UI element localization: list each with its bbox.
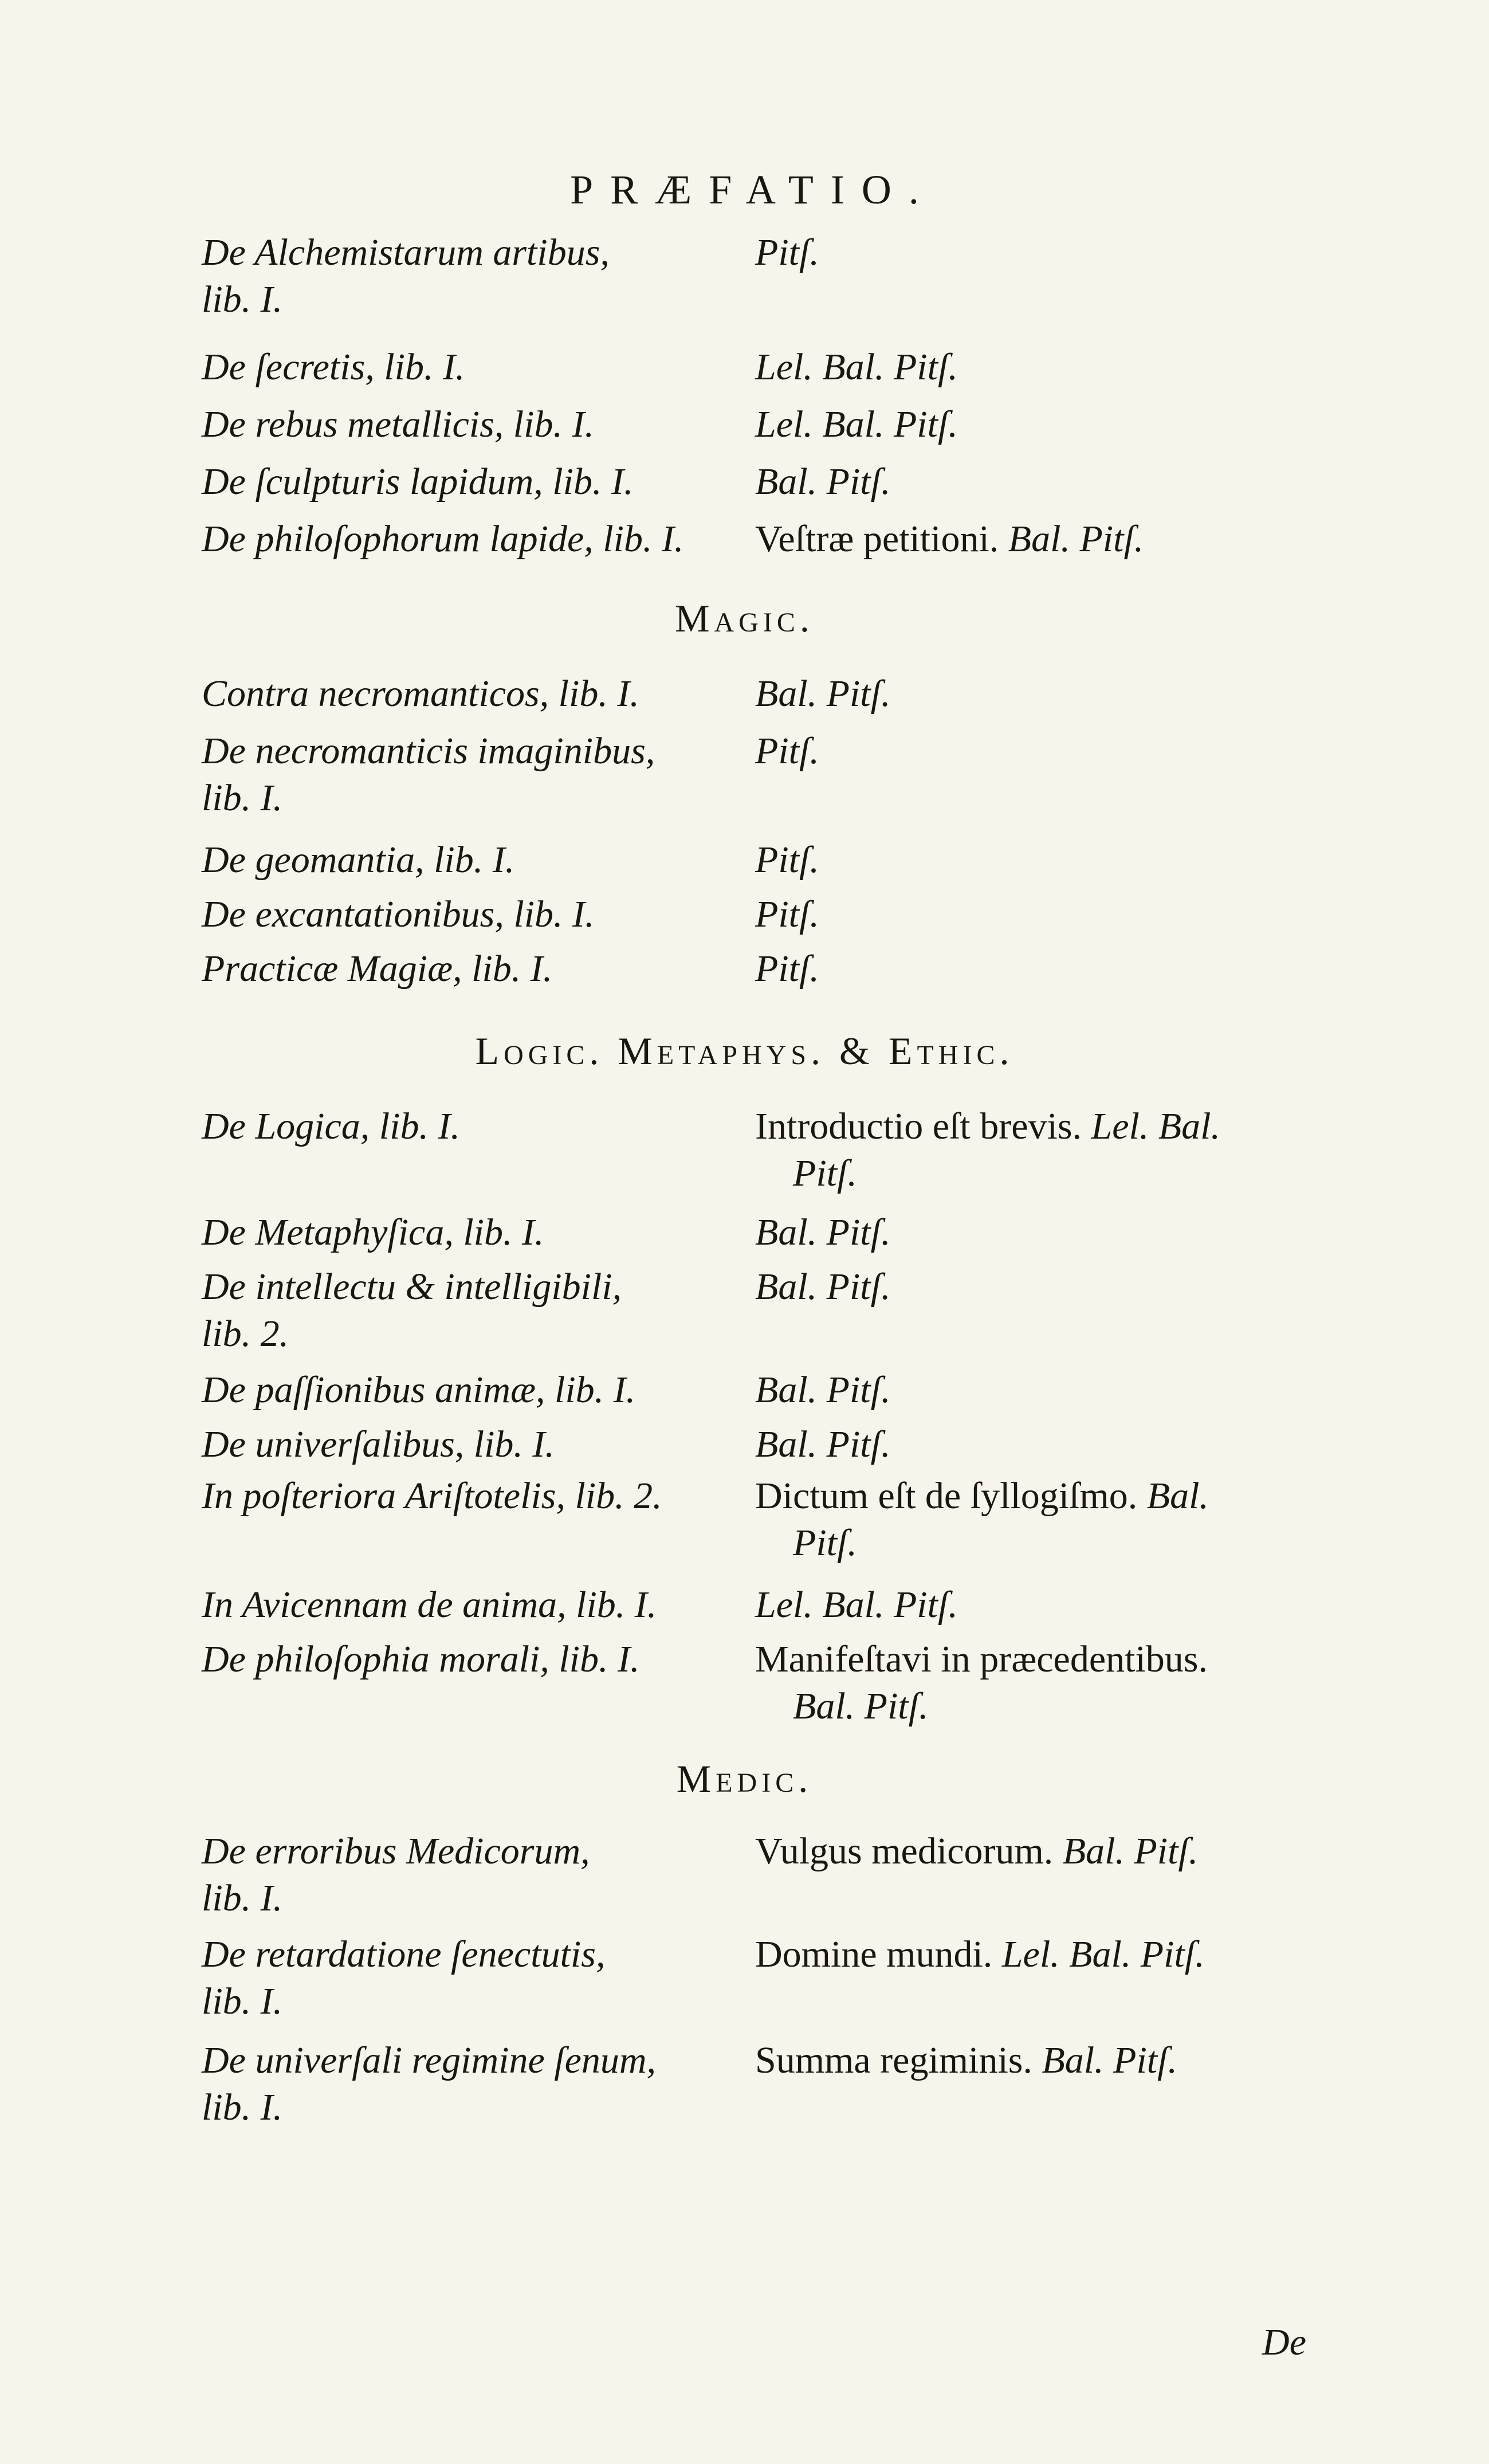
work-title: De necromanticis imaginibus, lib. I. <box>202 730 655 819</box>
entry <box>0 1473 1489 1576</box>
note-sigla: Bal. Pitſ. <box>1042 2039 1177 2081</box>
work-title: De geomantia, lib. I. <box>202 839 515 881</box>
note-sigla: Pitſ. <box>755 839 819 881</box>
note-sigla: Lel. Bal. Pitſ. <box>755 346 958 388</box>
work-title: In poſteriora Ariſtotelis, lib. 2. <box>202 1475 662 1517</box>
work-title: De rebus metallicis, lib. I. <box>202 403 594 445</box>
entry <box>0 1103 1489 1206</box>
work-title: De Logica, lib. I. <box>202 1105 460 1147</box>
note-sigla: Bal. Pitſ. <box>755 461 891 503</box>
note <box>755 2037 1288 2084</box>
note <box>755 728 1288 775</box>
note <box>755 837 1288 884</box>
running-head: PRÆFATIO. <box>570 167 936 213</box>
note-sigla: Bal. Pitſ. <box>755 1685 929 1727</box>
note-sigla: Bal. Pitſ. <box>1008 518 1144 560</box>
entry <box>0 2037 1489 2140</box>
note-sigla: Bal. Pitſ. <box>755 1369 891 1411</box>
note <box>755 516 1288 563</box>
note <box>755 1931 1288 1978</box>
note <box>755 1209 1288 1256</box>
work-title: De univerſalibus, lib. I. <box>202 1423 555 1465</box>
note <box>755 1264 1288 1311</box>
note <box>755 1828 1288 1875</box>
work-title: De retardatione ſenectutis, lib. I. <box>202 1933 606 2022</box>
work-title: De intellectu & intelligibili, lib. 2. <box>202 1266 622 1355</box>
note <box>755 1473 1288 1567</box>
note <box>755 670 1288 717</box>
work-title: De ſculpturis lapidum, lib. I. <box>202 461 634 503</box>
note-sigla: Pitſ. <box>755 232 819 273</box>
work-title: De philoſophia morali, lib. I. <box>202 1638 640 1680</box>
work-title: Practicæ Magiæ, lib. I. <box>202 948 553 990</box>
note-sigla: Pitſ. <box>755 948 819 990</box>
note <box>755 891 1288 938</box>
note-sigla: Lel. Bal. Pitſ. <box>793 1105 1221 1194</box>
note-text: Domine mundi. <box>755 1933 1002 1975</box>
note-sigla: Lel. Bal. Pitſ. <box>755 1584 958 1626</box>
note <box>755 1636 1288 1730</box>
entry <box>0 1828 1489 1931</box>
note-sigla: Bal. Pitſ. <box>793 1475 1209 1564</box>
work-title: De Alchemistarum artibus, lib. I. <box>202 232 610 320</box>
note-sigla: Pitſ. <box>755 893 819 935</box>
work-title: De philoſophorum lapide, lib. I. <box>202 518 684 560</box>
entry <box>0 728 1489 831</box>
work-title: In Avicennam de anima, lib. I. <box>202 1584 657 1626</box>
work-title: De paſſionibus animæ, lib. I. <box>202 1369 636 1411</box>
note <box>755 1421 1288 1468</box>
note-sigla: Bal. Pitſ. <box>1062 1830 1199 1872</box>
note-text: Manifeſtavi in præcedentibus. <box>755 1638 1208 1680</box>
catchword: De <box>1262 2321 1306 2363</box>
note-sigla: Lel. Bal. Pitſ. <box>1001 1933 1205 1975</box>
work-title: De Metaphyſica, lib. I. <box>202 1211 544 1253</box>
note-sigla: Bal. Pitſ. <box>755 1423 891 1465</box>
entry <box>0 1264 1489 1367</box>
note <box>755 945 1288 992</box>
work-title: De ſecretis, lib. I. <box>202 346 465 388</box>
note <box>755 344 1288 391</box>
note <box>755 458 1288 505</box>
note-sigla: Bal. Pitſ. <box>755 1211 891 1253</box>
note-text: Dictum eſt de ſyllogiſmo. <box>755 1475 1147 1517</box>
work-title: De erroribus Medicorum, lib. I. <box>202 1830 590 1919</box>
note-text: Vulgus medicorum. <box>755 1830 1063 1872</box>
section-heading-logic: Logic. Metaphys. & Ethic. <box>475 1029 1014 1073</box>
note-sigla: Pitſ. <box>755 730 819 772</box>
note <box>755 401 1288 448</box>
note-sigla: Bal. Pitſ. <box>755 673 891 715</box>
note <box>755 229 1288 276</box>
work-title: Contra necromanticos, lib. I. <box>202 673 639 715</box>
entry <box>0 1636 1489 1739</box>
section-heading-medic: Medic. <box>676 1757 813 1800</box>
note <box>755 1582 1288 1629</box>
section-heading-magic: Magic. <box>675 597 814 640</box>
note-sigla: Bal. Pitſ. <box>755 1266 891 1308</box>
entry <box>0 1931 1489 2034</box>
note-sigla: Lel. Bal. Pitſ. <box>755 403 958 445</box>
note-text: Introductio eſt brevis. <box>755 1105 1091 1147</box>
note-text: Veſtræ petitioni. <box>755 518 1008 560</box>
note <box>755 1103 1288 1197</box>
work-title: De excantationibus, lib. I. <box>202 893 595 935</box>
note <box>755 1367 1288 1414</box>
entry <box>0 229 1489 332</box>
work-title: De univerſali regimine ſenum, lib. I. <box>202 2039 657 2128</box>
note-text: Summa regiminis. <box>755 2039 1042 2081</box>
